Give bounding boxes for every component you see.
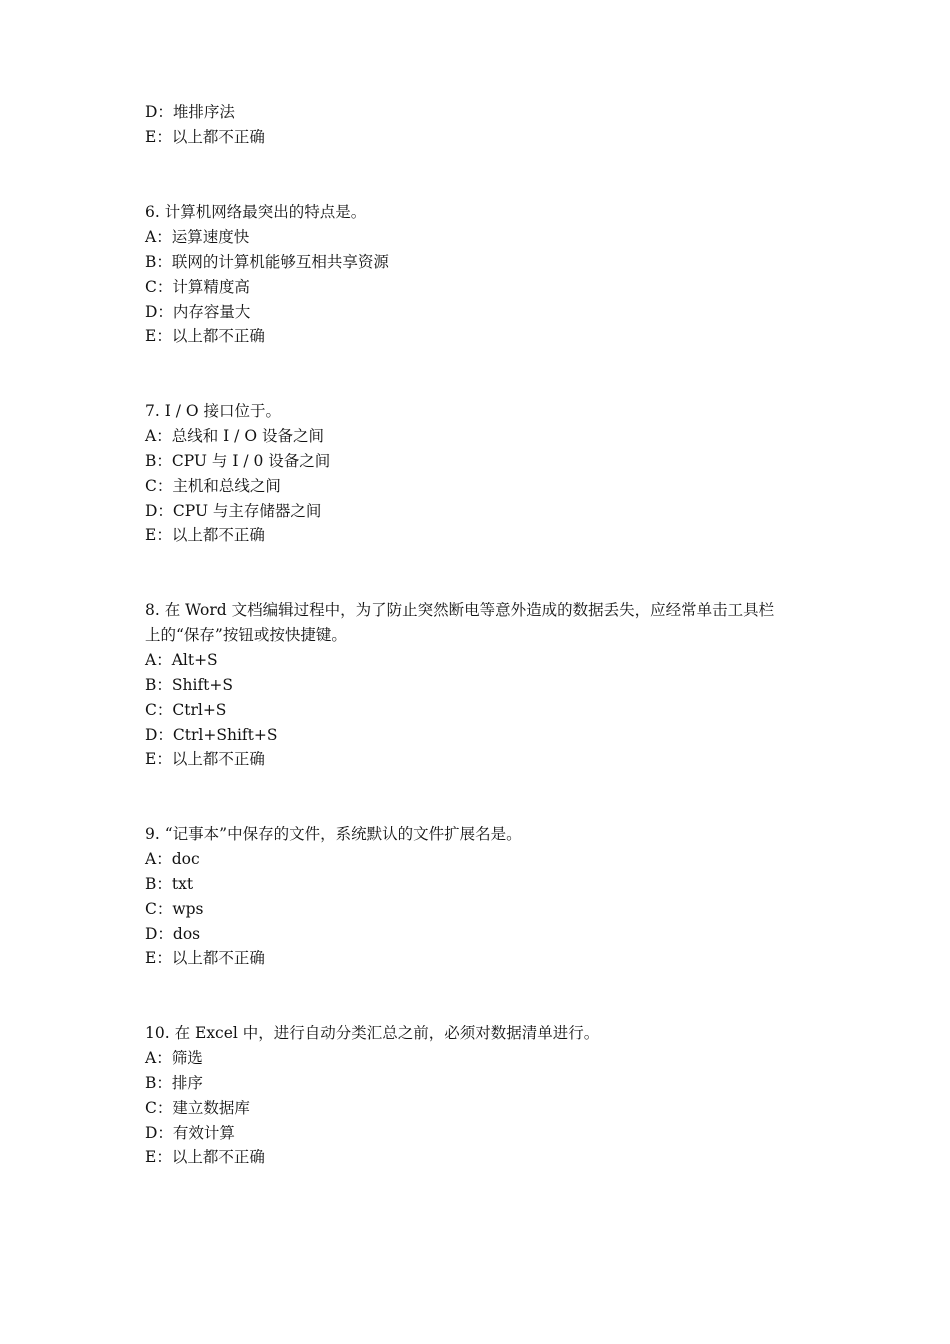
option-a: A：doc	[145, 850, 200, 868]
option-e: E：以上都不正确	[145, 128, 265, 146]
option-b: B：联网的计算机能够互相共享资源	[145, 253, 389, 271]
option-c: C：建立数据库	[145, 1099, 250, 1117]
option-d: D：dos	[145, 925, 201, 943]
option-e: E：以上都不正确	[145, 327, 265, 345]
option-c: C：wps	[145, 900, 204, 918]
option-a: A：Alt+S	[145, 651, 218, 669]
option-e: E：以上都不正确	[145, 949, 265, 967]
question-stem: 9. “记事本”中保存的文件，系统默认的文件扩展名是。	[145, 825, 522, 843]
question-stem-continued: 上的“保存”按钮或按快捷键。	[145, 626, 347, 644]
option-c: C：计算精度高	[145, 278, 250, 296]
option-b: B：Shift+S	[145, 676, 234, 694]
option-e: E：以上都不正确	[145, 526, 265, 544]
option-d: D：CPU 与主存储器之间	[145, 502, 322, 520]
option-a: A：筛选	[145, 1049, 203, 1067]
option-d: D：内存容量大	[145, 303, 251, 321]
option-b: B：txt	[145, 875, 194, 893]
option-c: C：Ctrl+S	[145, 701, 227, 719]
question-stem: 8. 在 Word 文档编辑过程中，为了防止突然断电等意外造成的数据丢失，应经常单击工具栏	[145, 601, 775, 619]
option-e: E：以上都不正确	[145, 1148, 265, 1166]
option-d: D：堆排序法	[145, 103, 235, 121]
option-b: B：排序	[145, 1074, 203, 1092]
question-stem: 6. 计算机网络最突出的特点是。	[145, 203, 367, 221]
option-c: C：主机和总线之间	[145, 477, 281, 495]
option-b: B：CPU 与 I / 0 设备之间	[145, 452, 331, 470]
option-e: E：以上都不正确	[145, 750, 265, 768]
option-d: D：Ctrl+Shift+S	[145, 726, 278, 744]
option-d: D：有效计算	[145, 1124, 235, 1142]
question-stem: 10. 在 Excel 中，进行自动分类汇总之前，必须对数据清单进行。	[145, 1024, 600, 1042]
option-a: A：运算速度快	[145, 228, 250, 246]
option-a: A：总线和 I / O 设备之间	[145, 427, 324, 445]
question-stem: 7. I / O 接口位于。	[145, 402, 282, 420]
